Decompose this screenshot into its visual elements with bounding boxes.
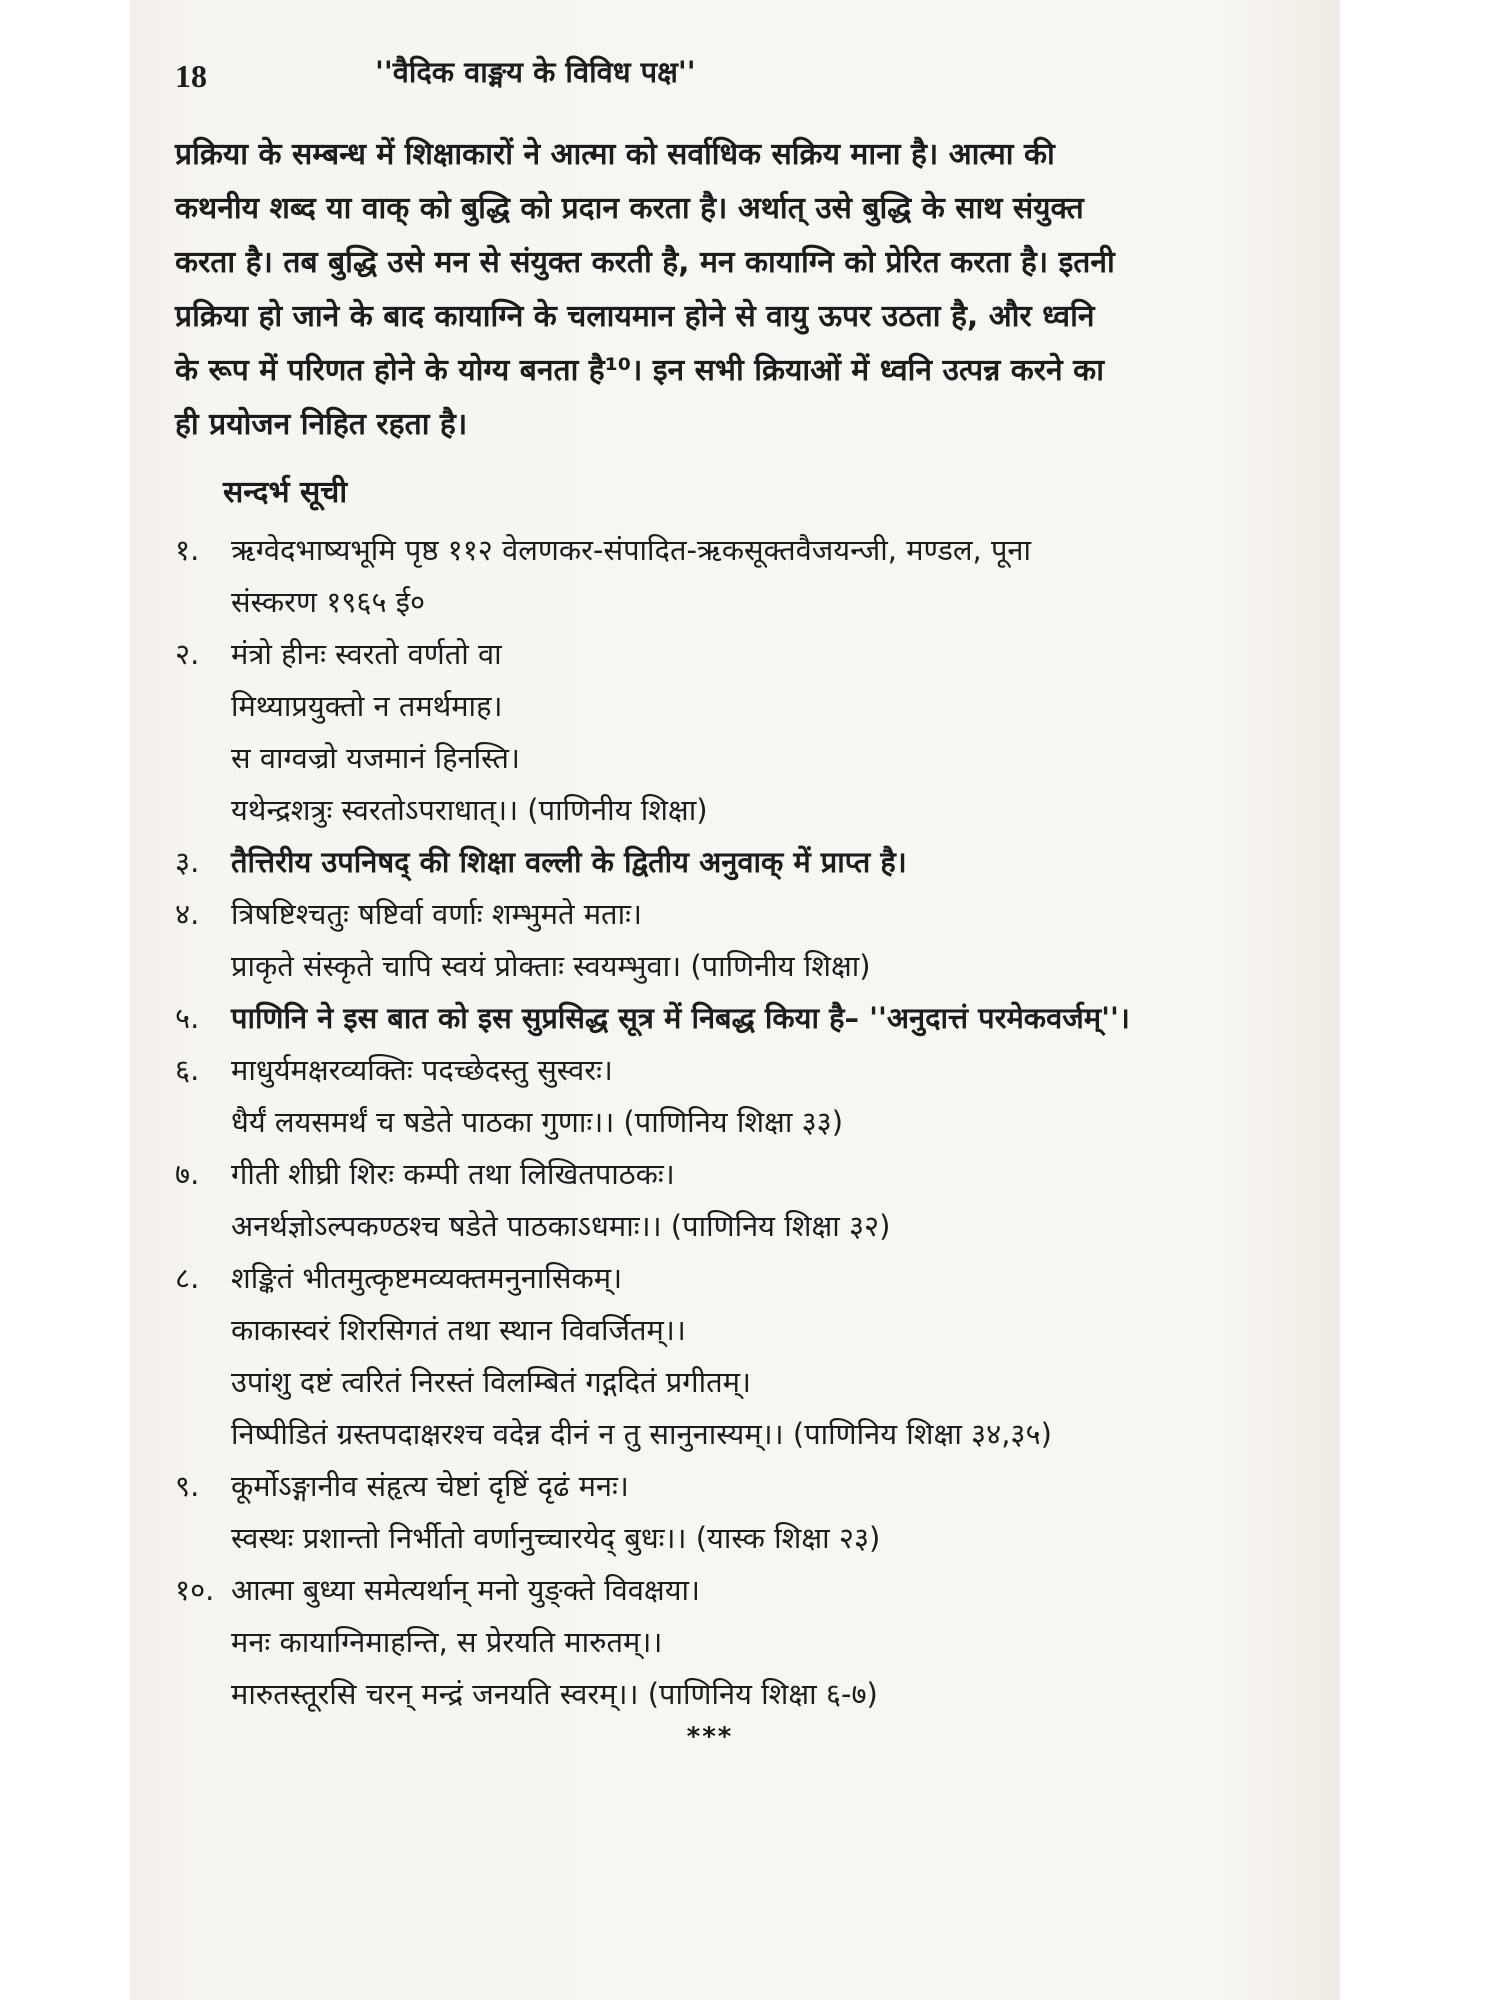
reference-line: मंत्रो हीनः स्वरतो वर्णतो वा bbox=[231, 637, 502, 671]
reference-line: निष्पीडितं ग्रस्तपदाक्षरश्च वदेन्न दीनं न तु सानुनास्यम्।। (पाणिनिय शिक्षा ३४,३५) bbox=[231, 1417, 1052, 1451]
reference-item bbox=[175, 1044, 1305, 1148]
reference-number: १. bbox=[175, 533, 200, 567]
reference-item bbox=[175, 1564, 1305, 1720]
reference-line: संस्करण १९६५ ई० bbox=[231, 585, 426, 619]
reference-line: आत्मा बुध्या समेत्यर्थान् मनो युङ्क्ते विवक्षया। bbox=[231, 1573, 701, 1607]
reference-line: उपांशु दष्टं त्वरितं निरस्तं विलम्बितं गद्गदितं प्रगीतम्। bbox=[231, 1365, 751, 1399]
page-header bbox=[175, 52, 1305, 108]
paragraph-line: प्रक्रिया के सम्बन्ध में शिक्षाकारों ने आत्मा को सर्वाधिक सक्रिय माना है। आत्मा की bbox=[175, 137, 1055, 172]
reference-line: मिथ्याप्रयुक्तो न तमर्थमाह। bbox=[231, 689, 503, 723]
reference-item bbox=[175, 524, 1305, 628]
reference-line: गीती शीघ्री शिरः कम्पी तथा लिखितपाठकः। bbox=[231, 1157, 675, 1191]
reference-line: त्रिषष्टिश्चतुः षष्टिर्वा वर्णाः शम्भुमते मताः। bbox=[231, 897, 642, 931]
reference-number: ७. bbox=[175, 1157, 200, 1191]
reference-item bbox=[175, 1148, 1305, 1252]
reference-line: काकास्वरं शिरसिगतं तथा स्थान विवर्जितम्।। bbox=[231, 1313, 686, 1347]
reference-number: २. bbox=[175, 637, 200, 671]
paragraph-line: ही प्रयोजन निहित रहता है। bbox=[175, 407, 468, 442]
reference-number: ६. bbox=[175, 1053, 200, 1087]
page-content bbox=[175, 52, 1305, 1752]
paragraph-line: करता है। तब बुद्धि उसे मन से संयुक्त करती है, मन कायाग्नि को प्रेरित करता है। इतनी bbox=[175, 245, 1115, 280]
paragraph-line: कथनीय शब्द या वाक् को बुद्धि को प्रदान करता है। अर्थात् उसे बुद्धि के साथ संयुक्त bbox=[175, 191, 1084, 226]
references-heading: सन्दर्भ सूची bbox=[223, 475, 348, 510]
reference-number: ४. bbox=[175, 897, 200, 931]
reference-line: कूर्मोऽङ्गानीव संहृत्य चेष्टां दृष्टिं दृढं मनः। bbox=[231, 1469, 629, 1503]
paragraph-line: प्रक्रिया हो जाने के बाद कायाग्नि के चलायमान होने से वायु ऊपर उठता है, और ध्वनि bbox=[175, 299, 1095, 334]
reference-line: मनः कायाग्निमाहन्ति, स प्रेरयति मारुतम्।। bbox=[231, 1625, 663, 1659]
reference-item bbox=[175, 1252, 1305, 1460]
reference-item bbox=[175, 1460, 1305, 1564]
reference-line: तैत्तिरीय उपनिषद् की शिक्षा वल्ली के द्वितीय अनुवाक् में प्राप्त है। bbox=[231, 845, 907, 879]
references-list bbox=[175, 524, 1305, 1720]
reference-number: १०. bbox=[175, 1573, 215, 1607]
reference-number: ३. bbox=[175, 845, 200, 879]
reference-line: मारुतस्तूरसि चरन् मन्द्रं जनयति स्वरम्।। (पाणिनिय शिक्षा ६-७) bbox=[231, 1677, 878, 1711]
reference-line: शङ्कितं भीतमुत्कृष्टमव्यक्तमनुनासिकम्। bbox=[231, 1261, 623, 1295]
reference-line: धैर्यं लयसमर्थं च षडेते पाठका गुणाः।। (पाणिनिय शिक्षा ३३) bbox=[231, 1105, 844, 1139]
reference-line: पाणिनि ने इस बात को इस सुप्रसिद्ध सूत्र में निबद्ध किया है– ''अनुदात्तं परमेकवर्जम्''। bbox=[231, 1001, 1130, 1035]
reference-item bbox=[175, 628, 1305, 836]
reference-number: ५. bbox=[175, 1001, 200, 1035]
end-mark: *** bbox=[686, 1722, 734, 1752]
reference-line: यथेन्द्रशत्रुः स्वरतोऽपराधात्।। (पाणिनीय शिक्षा) bbox=[231, 793, 708, 827]
reference-line: ऋग्वेदभाष्यभूमि पृष्ठ ११२ वेलणकर-संपादित-ऋकसूक्तवैजयन्जी, मण्डल, पूना bbox=[231, 533, 1032, 567]
reference-item bbox=[175, 888, 1305, 992]
paragraph-line: के रूप में परिणत होने के योग्य बनता है¹⁰। इन सभी क्रियाओं में ध्वनि उत्पन्न करने का bbox=[175, 353, 1104, 388]
page-number: 18 bbox=[175, 58, 207, 94]
body-paragraph bbox=[175, 128, 1305, 452]
running-title: ''वैदिक वाङ्मय के विविध पक्ष'' bbox=[375, 55, 696, 89]
reference-item bbox=[175, 992, 1305, 1044]
reference-line: प्राकृते संस्कृते चापि स्वयं प्रोक्ताः स्वयम्भुवा। (पाणिनीय शिक्षा) bbox=[231, 949, 871, 983]
reference-line: अनर्थज्ञोऽल्पकण्ठश्च षडेते पाठकाऽधमाः।। (पाणिनिय शिक्षा ३२) bbox=[231, 1209, 891, 1243]
reference-line: स वाग्वज्रो यजमानं हिनस्ति। bbox=[231, 741, 520, 775]
reference-number: ९. bbox=[175, 1469, 200, 1503]
reference-number: ८. bbox=[175, 1261, 200, 1295]
reference-item bbox=[175, 836, 1305, 888]
reference-line: माधुर्यमक्षरव्यक्तिः पदच्छेदस्तु सुस्वरः। bbox=[231, 1053, 613, 1087]
reference-line: स्वस्थः प्रशान्तो निर्भीतो वर्णानुच्चारयेद् बुधः।। (यास्क शिक्षा २३) bbox=[231, 1521, 881, 1555]
